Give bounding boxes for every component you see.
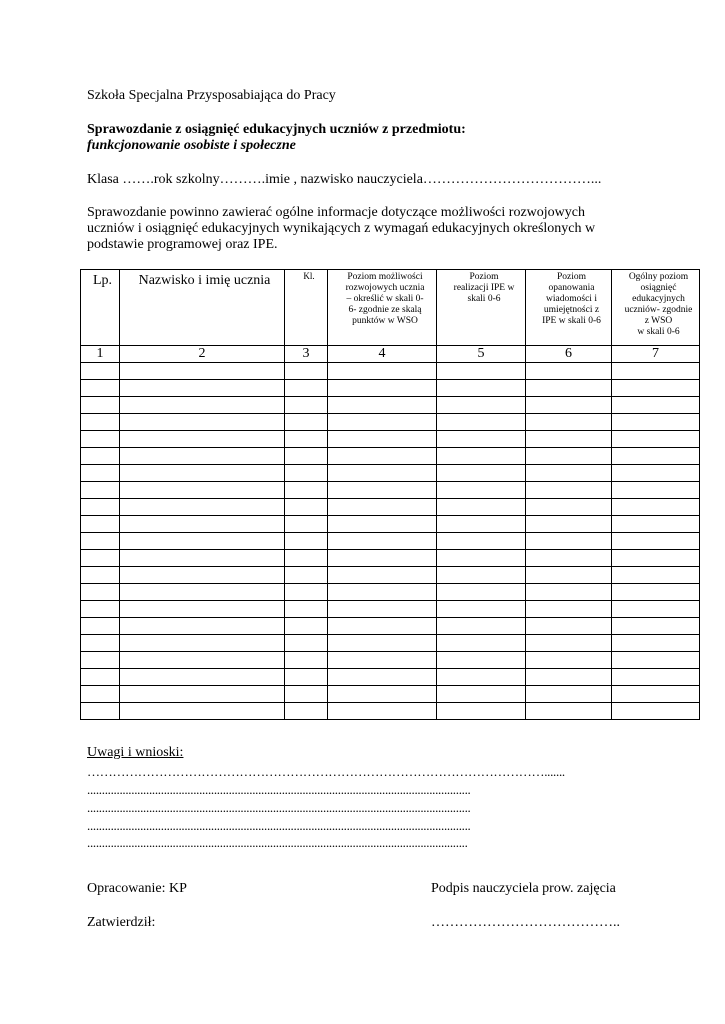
table-cell — [526, 635, 612, 652]
table-cell — [328, 584, 437, 601]
table-cell — [81, 669, 120, 686]
table-row — [81, 567, 700, 584]
table-cell — [285, 652, 328, 669]
prepared-by: Opracowanie: KP — [87, 881, 187, 896]
table-cell — [526, 567, 612, 584]
table-header-row — [81, 270, 700, 346]
header-line: umiejętności z — [543, 305, 600, 315]
header-development-level — [328, 270, 437, 346]
table-cell — [328, 669, 437, 686]
table-cell — [328, 397, 437, 414]
column-number: 3 — [285, 346, 328, 363]
table-cell — [526, 465, 612, 482]
table-cell — [328, 652, 437, 669]
table-cell — [437, 397, 526, 414]
header-line: w skali 0-6 — [637, 327, 680, 337]
table-cell — [612, 482, 700, 499]
table-cell — [81, 499, 120, 516]
table-cell — [81, 601, 120, 618]
table-cell — [328, 431, 437, 448]
table-row — [81, 380, 700, 397]
table-cell — [328, 363, 437, 380]
table-cell — [81, 448, 120, 465]
table-cell — [285, 635, 328, 652]
table-cell — [81, 635, 120, 652]
table-cell — [81, 414, 120, 431]
table-cell — [437, 414, 526, 431]
header-line: punktów w WSO — [352, 316, 418, 326]
signature-line: ………………………………….. — [431, 915, 620, 930]
school-name: Szkoła Specjalna Przysposabiająca do Pracy — [87, 88, 336, 103]
table-cell — [328, 618, 437, 635]
table-cell — [120, 363, 285, 380]
table-row — [81, 397, 700, 414]
table-cell — [437, 363, 526, 380]
table-row — [81, 669, 700, 686]
table-cell — [81, 618, 120, 635]
approved-label: Zatwierdził: — [87, 915, 156, 930]
table-cell — [612, 567, 700, 584]
table-cell — [120, 516, 285, 533]
table-row — [81, 703, 700, 720]
column-number: 7 — [612, 346, 700, 363]
table-cell — [612, 363, 700, 380]
table-cell — [612, 533, 700, 550]
table-cell — [526, 380, 612, 397]
table-cell — [437, 618, 526, 635]
table-cell — [612, 516, 700, 533]
table-cell — [120, 431, 285, 448]
table-cell — [437, 686, 526, 703]
table-cell — [81, 482, 120, 499]
table-cell — [437, 652, 526, 669]
table-cell — [120, 703, 285, 720]
header-line: 6- zgodnie ze skalą — [348, 305, 422, 315]
header-line: Ogólny poziom — [628, 272, 689, 282]
table-cell — [328, 703, 437, 720]
table-cell — [120, 414, 285, 431]
table-cell — [328, 414, 437, 431]
table-cell — [81, 363, 120, 380]
table-cell — [120, 380, 285, 397]
table-cell — [285, 686, 328, 703]
table-cell — [285, 414, 328, 431]
table-cell — [285, 363, 328, 380]
column-number: 4 — [328, 346, 437, 363]
table-cell — [526, 652, 612, 669]
table-cell — [437, 601, 526, 618]
table-row — [81, 686, 700, 703]
table-cell — [120, 618, 285, 635]
table-cell — [437, 499, 526, 516]
table-cell — [612, 686, 700, 703]
header-line: Poziom — [556, 272, 587, 282]
table-cell — [526, 397, 612, 414]
table-cell — [437, 635, 526, 652]
column-number: 2 — [120, 346, 285, 363]
table-cell — [285, 431, 328, 448]
instruction-line: podstawie programowej oraz IPE. — [87, 237, 278, 252]
instruction-line: Sprawozdanie powinno zawierać ogólne informacje dotyczące możliwości rozwojowych — [87, 205, 585, 220]
table-row — [81, 431, 700, 448]
report-title: Sprawozdanie z osiągnięć edukacyjnych uczniów z przedmiotu: — [87, 122, 466, 137]
header-overall-level — [612, 270, 700, 346]
table-cell — [328, 533, 437, 550]
table-cell — [526, 431, 612, 448]
table-cell — [328, 601, 437, 618]
table-cell — [526, 533, 612, 550]
table-cell — [526, 601, 612, 618]
column-number: 1 — [81, 346, 120, 363]
table-cell — [328, 465, 437, 482]
table-cell — [285, 448, 328, 465]
instruction-line: uczniów i osiągnięć edukacyjnych wynikających z wymagań edukacyjnych określonych w — [87, 221, 596, 236]
table-row — [81, 533, 700, 550]
table-cell — [526, 584, 612, 601]
remarks-line: .................................................................................................................................. — [87, 782, 471, 797]
table-cell — [612, 635, 700, 652]
header-lp: Lp. — [81, 270, 120, 346]
table-cell — [120, 652, 285, 669]
table-cell — [328, 516, 437, 533]
table-cell — [526, 363, 612, 380]
table-cell — [120, 601, 285, 618]
header-line: skali 0-6 — [467, 294, 501, 304]
table-row — [81, 618, 700, 635]
table-cell — [285, 703, 328, 720]
table-cell — [81, 380, 120, 397]
table-cell — [437, 482, 526, 499]
table-cell — [612, 465, 700, 482]
table-cell — [81, 567, 120, 584]
table-cell — [285, 584, 328, 601]
table-cell — [285, 567, 328, 584]
table-cell — [328, 686, 437, 703]
table-cell — [285, 533, 328, 550]
table-cell — [612, 448, 700, 465]
table-row — [81, 448, 700, 465]
column-number: 6 — [526, 346, 612, 363]
table-cell — [285, 516, 328, 533]
table-cell — [526, 448, 612, 465]
table-cell — [612, 669, 700, 686]
class-line: Klasa …….rok szkolny……….imie , nazwisko nauczyciela………………………………... — [87, 172, 602, 187]
table-cell — [328, 567, 437, 584]
table-cell — [120, 533, 285, 550]
table-cell — [285, 618, 328, 635]
table-cell — [120, 584, 285, 601]
table-cell — [285, 669, 328, 686]
table-cell — [120, 499, 285, 516]
table-cell — [437, 448, 526, 465]
header-line: opanowania — [548, 283, 595, 293]
table-cell — [285, 482, 328, 499]
table-cell — [437, 703, 526, 720]
table-cell — [285, 380, 328, 397]
table-cell — [285, 465, 328, 482]
column-number: 5 — [437, 346, 526, 363]
table-row — [81, 465, 700, 482]
table-cell — [328, 380, 437, 397]
table-cell — [526, 686, 612, 703]
table-cell — [120, 465, 285, 482]
table-cell — [612, 397, 700, 414]
table-cell — [612, 703, 700, 720]
table-cell — [526, 499, 612, 516]
remarks-label: Uwagi i wnioski: — [87, 745, 184, 760]
header-line: IPE w skali 0-6 — [542, 316, 601, 326]
table-cell — [437, 533, 526, 550]
table-row — [81, 482, 700, 499]
header-line: uczniów- zgodnie — [624, 305, 693, 315]
table-cell — [526, 516, 612, 533]
instruction-paragraph — [87, 205, 647, 253]
table-cell — [612, 414, 700, 431]
table-cell — [120, 397, 285, 414]
subject-name: funkcjonowanie osobiste i społeczne — [87, 138, 296, 153]
table-cell — [285, 601, 328, 618]
table-row — [81, 499, 700, 516]
table-row — [81, 635, 700, 652]
table-cell — [328, 635, 437, 652]
header-line: z WSO — [644, 316, 673, 326]
table-cell — [526, 482, 612, 499]
table-row — [81, 652, 700, 669]
table-cell — [81, 652, 120, 669]
table-cell — [437, 567, 526, 584]
table-row — [81, 363, 700, 380]
table-cell — [612, 652, 700, 669]
table-cell — [526, 414, 612, 431]
table-cell — [437, 465, 526, 482]
table-cell — [81, 584, 120, 601]
students-table — [80, 269, 700, 720]
header-line: – określić w skali 0- — [346, 294, 424, 304]
table-cell — [328, 550, 437, 567]
header-name: Nazwisko i imię ucznia — [120, 270, 285, 346]
table-cell — [328, 499, 437, 516]
table-cell — [437, 431, 526, 448]
remarks-line: .................................................................................................................................. — [87, 818, 471, 833]
header-knowledge-level — [526, 270, 612, 346]
table-cell — [526, 618, 612, 635]
table-cell — [81, 703, 120, 720]
column-number-row — [81, 346, 700, 363]
table-cell — [81, 686, 120, 703]
table-row — [81, 550, 700, 567]
table-cell — [612, 431, 700, 448]
table-cell — [120, 635, 285, 652]
table-cell — [437, 669, 526, 686]
table-cell — [437, 380, 526, 397]
table-cell — [81, 465, 120, 482]
header-line: realizacji IPE w — [453, 283, 515, 293]
table-cell — [328, 448, 437, 465]
table-cell — [120, 482, 285, 499]
table-cell — [285, 499, 328, 516]
table-cell — [81, 550, 120, 567]
header-line: wiadomości i — [546, 294, 597, 304]
header-ipe-level — [437, 270, 526, 346]
table-cell — [612, 380, 700, 397]
remarks-line: ................................................................................................................................. — [87, 835, 468, 850]
header-line: edukacyjnych — [632, 294, 685, 304]
table-cell — [526, 669, 612, 686]
signature-label: Podpis nauczyciela prow. zajęcia — [431, 881, 616, 896]
table-cell — [437, 550, 526, 567]
table-cell — [120, 686, 285, 703]
table-row — [81, 414, 700, 431]
table-cell — [120, 567, 285, 584]
table-row — [81, 516, 700, 533]
header-line: Poziom — [469, 272, 499, 282]
table-cell — [120, 669, 285, 686]
table-cell — [81, 431, 120, 448]
table-row — [81, 601, 700, 618]
table-cell — [612, 601, 700, 618]
remarks-line: ………………………………………………………………………………………………....... — [87, 764, 565, 779]
remarks-line: .................................................................................................................................. — [87, 800, 471, 815]
table-cell — [120, 550, 285, 567]
table-cell — [612, 584, 700, 601]
table-cell — [526, 550, 612, 567]
table-cell — [120, 448, 285, 465]
table-cell — [81, 516, 120, 533]
header-line: osiągnięć — [640, 283, 677, 293]
table-cell — [285, 550, 328, 567]
table-cell — [285, 397, 328, 414]
table-cell — [526, 703, 612, 720]
header-line: Poziom możliwości — [347, 272, 423, 282]
table-row — [81, 584, 700, 601]
table-cell — [612, 618, 700, 635]
table-cell — [328, 482, 437, 499]
table-cell — [612, 550, 700, 567]
header-kl: Kl. — [285, 270, 328, 346]
table-cell — [437, 516, 526, 533]
table-cell — [81, 533, 120, 550]
table-cell — [612, 499, 700, 516]
table-cell — [81, 397, 120, 414]
blank-rows — [81, 363, 700, 720]
table-cell — [437, 584, 526, 601]
header-line: rozwojowych ucznia — [345, 283, 425, 293]
